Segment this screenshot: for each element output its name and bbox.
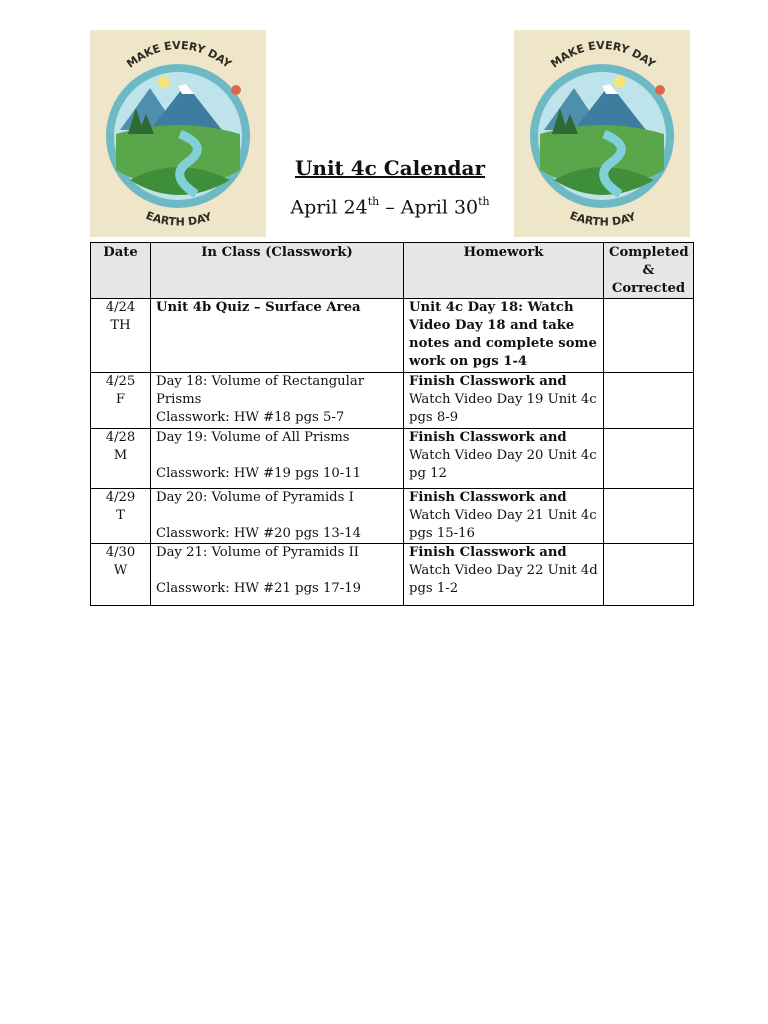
homework-detail: Watch Video Day 19 Unit 4c pgs 8-9: [409, 392, 597, 425]
completed-cell[interactable]: [604, 489, 694, 544]
date-start: April 24: [290, 196, 368, 219]
date-separator: –: [379, 196, 401, 219]
date-cell: [91, 299, 151, 373]
column-header-completed: [604, 243, 694, 299]
table-row: [91, 544, 694, 606]
homework-cell: [404, 299, 604, 373]
date-value: 4/25: [105, 374, 136, 389]
completed-label-line: Corrected: [611, 281, 686, 296]
homework-cell: [404, 373, 604, 429]
date-value: 4/24: [105, 300, 136, 315]
date-end: April 30: [400, 196, 479, 219]
column-header-homework: Homework: [404, 243, 604, 299]
blank-line: [156, 507, 398, 525]
homework-cell: [404, 489, 604, 544]
date-value: 4/30: [105, 545, 136, 560]
classwork-line: Classwork: HW #18 pgs 5-7: [156, 410, 345, 425]
completed-label-line: &: [642, 263, 655, 278]
classwork-cell: [151, 299, 404, 373]
homework-lead: Unit 4c Day 18: Watch Video Day 18 and take notes and complete some work on pgs 1-4: [409, 300, 597, 369]
column-header-date: Date: [91, 243, 151, 299]
classwork-cell: [151, 489, 404, 544]
homework-lead: Finish Classwork and: [409, 430, 567, 445]
classwork-line: Day 19: Volume of All Prisms: [156, 430, 350, 445]
svg-text:MAKE EVERY DAY: MAKE EVERY DAY: [124, 38, 234, 71]
classwork-line: Classwork: HW #21 pgs 17-19: [156, 581, 361, 596]
svg-text:MAKE EVERY DAY: MAKE EVERY DAY: [548, 38, 658, 71]
homework-detail: Watch Video Day 21 Unit 4c pgs 15-16: [409, 508, 597, 541]
blank-line: [156, 447, 398, 465]
table-row: [91, 489, 694, 544]
classwork-cell: [151, 373, 404, 429]
blank-line: [156, 562, 398, 580]
completed-cell[interactable]: [604, 544, 694, 606]
day-value: W: [113, 563, 128, 578]
date-cell: [91, 544, 151, 606]
date-cell: [91, 489, 151, 544]
completed-label-line: Completed: [609, 245, 689, 260]
column-header-classwork: In Class (Classwork): [151, 243, 404, 299]
table-row: [91, 299, 694, 373]
date-start-suffix: th: [367, 195, 380, 208]
earth-day-logo-right: [514, 30, 690, 237]
table-row: [91, 429, 694, 489]
homework-lead: Finish Classwork and: [409, 545, 567, 560]
table-row: [91, 373, 694, 429]
classwork-cell: [151, 429, 404, 489]
homework-cell: [404, 429, 604, 489]
classwork-cell: [151, 544, 404, 606]
classwork-line: Day 21: Volume of Pyramids II: [156, 545, 360, 560]
earth-day-logo-left: [90, 30, 266, 237]
completed-cell[interactable]: [604, 429, 694, 489]
classwork-line: Classwork: HW #19 pgs 10-11: [156, 466, 361, 481]
svg-text:EARTH DAY: EARTH DAY: [568, 208, 638, 229]
homework-lead: Finish Classwork and: [409, 374, 567, 389]
date-cell: [91, 373, 151, 429]
date-value: 4/28: [105, 430, 136, 445]
date-range: [266, 196, 514, 218]
page-title: Unit 4c Calendar: [294, 156, 486, 180]
earth-day-illustration: [514, 30, 690, 237]
earth-day-illustration: [90, 30, 266, 237]
completed-cell[interactable]: [604, 299, 694, 373]
svg-text:EARTH DAY: EARTH DAY: [144, 208, 214, 229]
day-value: TH: [110, 318, 131, 333]
table-header-row: [91, 243, 694, 299]
day-value: F: [115, 392, 126, 407]
day-value: T: [116, 508, 125, 523]
homework-detail: Watch Video Day 20 Unit 4c pg 12: [409, 448, 597, 481]
day-value: M: [113, 448, 128, 463]
date-cell: [91, 429, 151, 489]
completed-cell[interactable]: [604, 373, 694, 429]
classwork-line: Unit 4b Quiz – Surface Area: [156, 300, 361, 315]
calendar-table: [90, 242, 694, 606]
homework-cell: [404, 544, 604, 606]
classwork-line: Classwork: HW #20 pgs 13-14: [156, 526, 361, 541]
homework-lead: Finish Classwork and: [409, 490, 567, 505]
date-end-suffix: th: [478, 195, 490, 208]
date-value: 4/29: [105, 490, 136, 505]
homework-detail: Watch Video Day 22 Unit 4d pgs 1-2: [409, 563, 598, 596]
classwork-line: Day 18: Volume of Rectangular Prisms: [156, 374, 365, 407]
classwork-line: Day 20: Volume of Pyramids I: [156, 490, 354, 505]
